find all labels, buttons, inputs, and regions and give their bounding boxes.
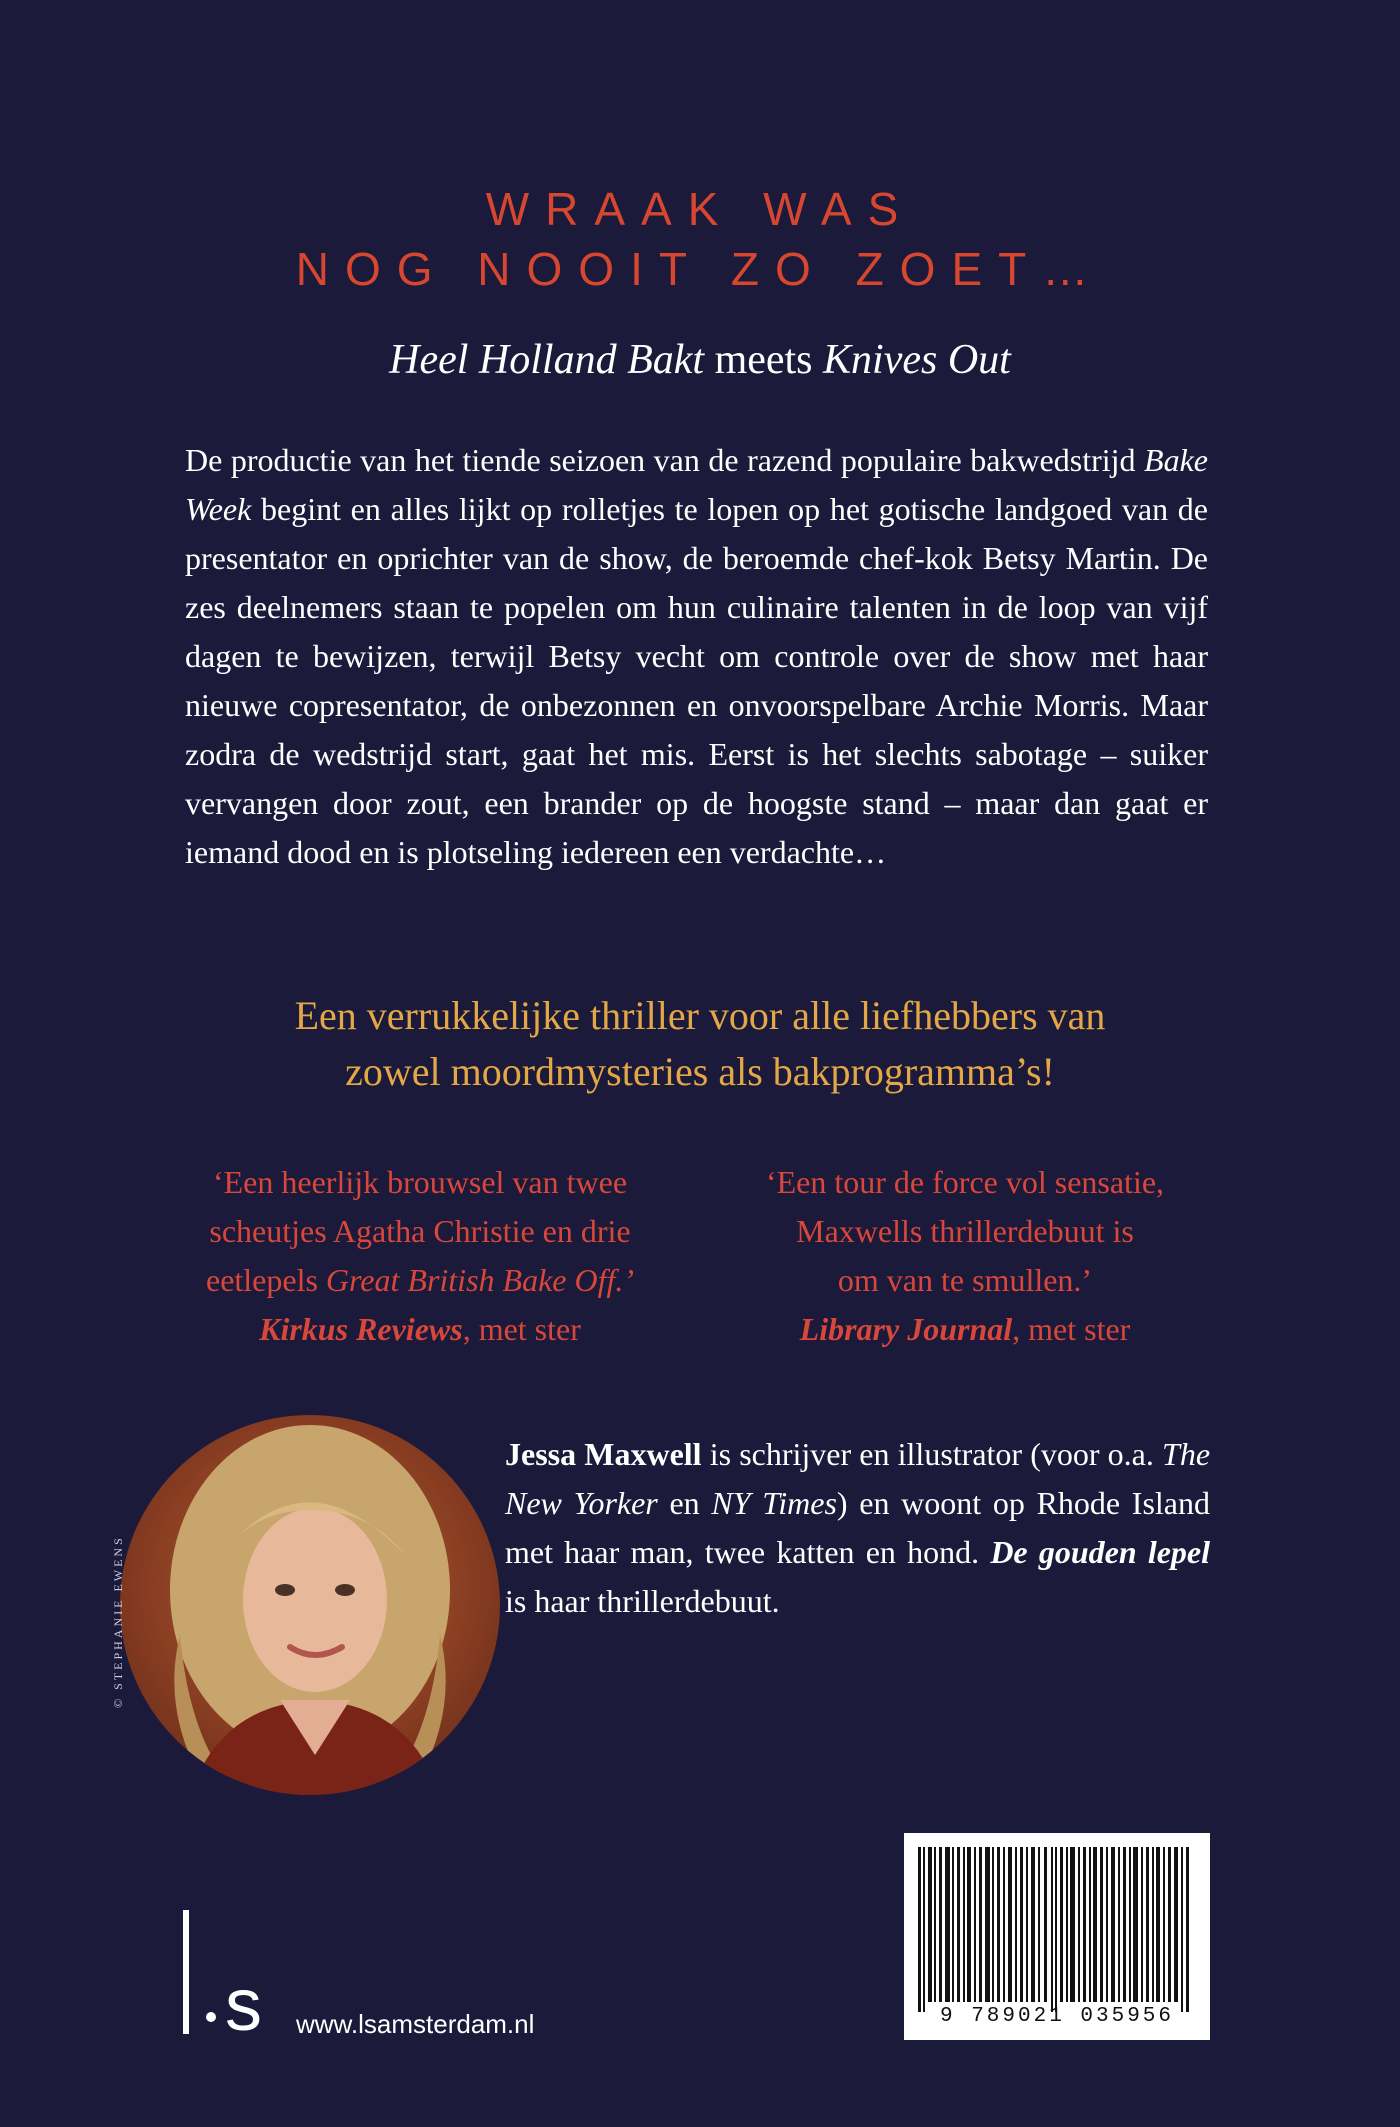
- quote-line: om van te smullen.’: [837, 1262, 1093, 1298]
- synopsis-show-title: Bake Week: [185, 442, 1208, 527]
- quote-source-name: Library Journal: [799, 1311, 1013, 1347]
- bio-publication: The New Yorker: [505, 1436, 1211, 1521]
- publisher-logo-bar: [183, 1910, 189, 2034]
- bio-text: ) en woont op Rhode Island met haar man, twee katten en hond.: [505, 1485, 1211, 1570]
- publisher-website: www.lsamsterdam.nl: [296, 2009, 535, 2039]
- bio-text: is haar thrillerdebuut.: [505, 1583, 780, 1619]
- quote-source-name: Kirkus Reviews: [259, 1311, 463, 1347]
- quote-source-suffix: , met ster: [1012, 1311, 1131, 1347]
- bio-text: is schrijver en illustrator (voor o.a.: [701, 1436, 1163, 1472]
- quote-source-suffix: , met ster: [462, 1311, 581, 1347]
- tagline-show-2: Knives Out: [823, 337, 1011, 383]
- quote-line: ‘Een heerlijk brouwsel van twee: [212, 1164, 628, 1200]
- quote-line-italic: Great British Bake Off.’: [325, 1262, 635, 1298]
- headline-line-1: WRAAK WAS: [485, 183, 915, 235]
- quote-line: scheutjes Agatha Christie en drie: [209, 1213, 631, 1249]
- author-photo: [120, 1415, 500, 1795]
- quote-line: Maxwells thrillerdebuut is: [796, 1213, 1134, 1249]
- quote-source: [715, 1305, 1215, 1354]
- quote-source: [170, 1305, 670, 1354]
- quote-line: [170, 1256, 670, 1305]
- synopsis-part-1: De productie van het tiende seizoen van de razend populaire bakwedstrijd: [185, 442, 1145, 478]
- highlight-pitch: [0, 988, 1400, 1100]
- bio-publication: NY Times: [711, 1485, 837, 1521]
- publisher-logo-letter: s: [225, 1963, 262, 2046]
- highlight-line-1: Een verrukkelijke thriller voor alle liefhebbers van: [294, 993, 1106, 1038]
- publisher-logo-dot: [206, 2012, 216, 2022]
- bio-text: en: [657, 1485, 712, 1521]
- tagline: [0, 333, 1400, 387]
- synopsis-part-2: begint en alles lijkt op rolletjes te lopen op het gotische landgoed van de presentator en oprichter van de show, de beroemde chef-kok Betsy Martin. De zes deelnemers staan te popelen om hun culinaire talenten in de loop van vijf dagen te bewijzen, terwijl Betsy vecht om controle over de show met haar nieuwe copresentator, de onbezonnen en onvoorspelbare Archie Morris. Maar zodra de wedstrijd start, gaat het mis. Eerst is het slechts sabotage – suiker vervangen door zout, een brander op de hoogste stand – maar dan gaat er iemand dood en is plotseling iedereen een verdachte…: [185, 491, 1208, 870]
- review-quote-kirkus: [170, 1158, 670, 1354]
- review-quote-library-journal: [715, 1158, 1215, 1354]
- synopsis: [185, 436, 1208, 877]
- highlight-line-2: zowel moordmysteries als bakprogramma’s!: [345, 1049, 1055, 1094]
- isbn-number: 9 789021 035956: [939, 2005, 1175, 2028]
- tagline-connector: meets: [704, 337, 824, 383]
- quote-line-plain: eetlepels: [205, 1262, 326, 1298]
- author-portrait-illustration: [120, 1415, 500, 1795]
- tagline-show-1: Heel Holland Bakt: [389, 337, 705, 383]
- photo-credit: © STEPHANIE EWENS: [111, 1535, 125, 1708]
- bio-book-title: De gouden lepel: [990, 1534, 1211, 1570]
- isbn-barcode: [904, 1833, 1210, 2040]
- headline-line-2: NOG NOOIT ZO ZOET…: [295, 243, 1105, 295]
- quote-line: ‘Een tour de force vol sensatie,: [765, 1164, 1165, 1200]
- author-name: Jessa Maxwell: [505, 1436, 702, 1472]
- author-bio: [505, 1430, 1210, 1626]
